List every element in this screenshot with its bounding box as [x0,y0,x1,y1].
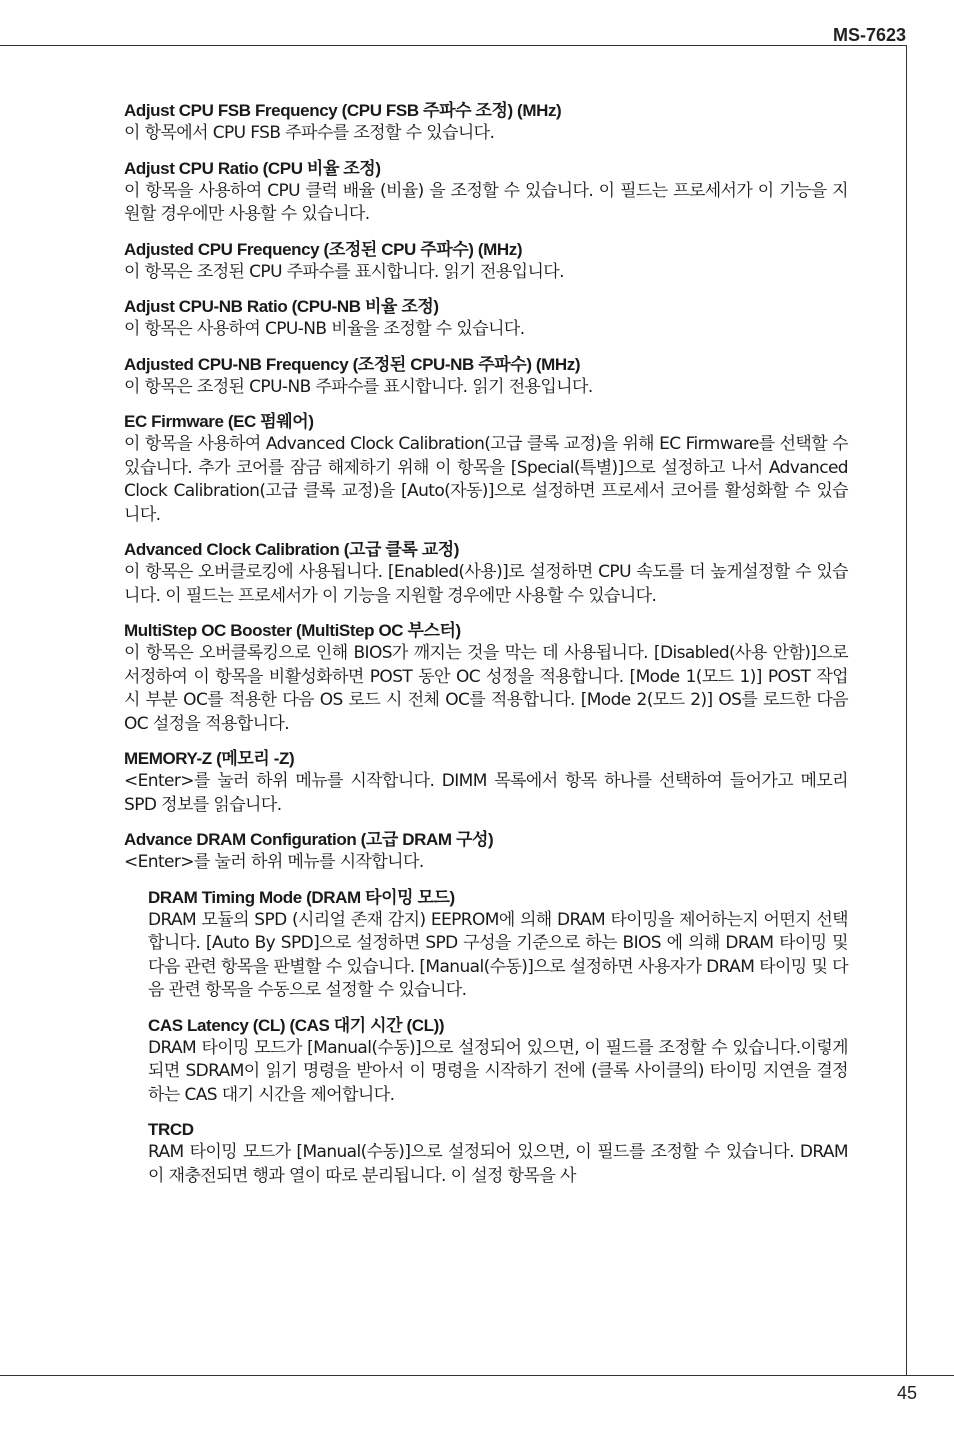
page-content [124,100,848,1200]
section-title: Adjusted CPU Frequency (조정된 CPU 주파수) (MHz) [124,239,523,259]
footer-rule [0,1375,954,1376]
section-title: Adjust CPU FSB Frequency (CPU FSB 주파수 조정) (MHz) [124,101,562,120]
subsection-cas-latency [148,1015,848,1108]
section-title: Advanced Clock Calibration (고급 클록 교정) [124,540,459,559]
section-advanced-clock-calibration [124,539,848,608]
section-body: 이 항목은 사용하여 CPU-NB 비율을 조정할 수 있습니다. [124,319,525,339]
section-title: MEMORY-Z (메모리 -Z) [124,749,295,768]
section-body: 이 항목은 조정된 CPU-NB 주파수를 표시합니다. 읽기 전용입니다. [124,376,593,397]
section-ec-firmware [124,411,848,527]
section-body: 이 항목에서 CPU FSB 주파수를 조정할 수 있습니다. [124,123,495,143]
section-cpu-fsb-frequency [124,100,848,146]
section-body: 이 항목은 오버클로킹에 사용됩니다. [Enabled(사용)]로 설정하면 CPU 속도를 더 높게설정할 수 있습니다. 이 필드는 프로세서가 이 기능을 지원할 경우에만 사용할 수 있습니다. [124,562,848,606]
section-adjusted-cpu-frequency [124,239,848,285]
subsection-dram-timing-mode [148,887,848,1003]
section-title: Adjusted CPU-NB Frequency (조정된 CPU-NB 주파수) (MHz) [124,354,581,374]
section-title: Adjust CPU Ratio (CPU 비율 조정) [124,158,381,178]
page-number: 45 [896,1383,917,1403]
section-body: 이 항목을 사용하여 CPU 클럭 배율 (비율) 을 조정할 수 있습니다. 이 필드는 프로세서가 이 기능을 지원할 경우에만 사용할 수 있습니다. [124,180,848,224]
section-advance-dram-configuration [124,829,848,875]
section-title: EC Firmware (EC 펌웨어) [124,412,314,431]
subsection-title: TRCD [148,1120,194,1139]
section-cpu-nb-ratio [124,296,848,342]
subsection-trcd [148,1119,848,1188]
subsection-title: CAS Latency (CL) (CAS 대기 시간 (CL)) [148,1015,445,1035]
section-title: Advance DRAM Configuration (고급 DRAM 구성) [124,830,494,849]
header-rule [0,45,907,46]
section-body: 이 항목을 사용하여 Advanced Clock Calibration(고급 클록 교정)을 위해 EC Firmware를 선택할 수 있습니다. 추가 코어를 잠금 해제하기 위해 이 항목을 [Special(특별)]으로 설정하고 나서 Advanced Clock Calibration(고급 클록 교정)을 [Auto(자동)]으로 설정하면 프로세서 코어를 활성화할 수 있습니다. [124,434,848,525]
section-body: 이 항목은 조정된 CPU 주파수를 표시합니다. 읽기 전용입니다. [124,261,564,282]
subsection-body: RAM 타이밍 모드가 [Manual(수동)]으로 설정되어 있으면, 이 필드를 조정할 수 있습니다. DRAM이 재충전되면 행과 열이 따로 분리됩니다. 이 설정 항목을 사 [148,1142,848,1186]
section-body: 이 항목은 오버클록킹으로 인해 BIOS가 깨지는 것을 막는 데 사용됩니다. [Disabled(사용 안함)]으로 서정하여 이 항목을 비활성화하면 POST 동안 OC 성정을 적용합니다. [Mode 1(모드 1)] POST 작업 시 부분 OC를 적용한 다음 OS 로드 시 전체 OC를 적용합니다. [Mode 2(모드 2)] OS를 로드한 다음 OC 설정을 적용합니다. [124,643,848,734]
section-memory-z [124,748,848,817]
subsection-body: DRAM 모듈의 SPD (시리얼 존재 감지) EEPROM에 의해 DRAM 타이밍을 제어하는지 어떤지 선택합니다. [Auto By SPD]으로 설정하면 SPD 구성을 기준으로 하는 BIOS 에 의해 DRAM 타이밍 및 다음 관련 항목을 판별할 수 있습니다. [Manual(수동)]으로 설정하면 사용자가 DRAM 타이밍 및 다음 관련 항목을 수동으로 설정할 수 있습니다. [148,909,848,1000]
section-adjusted-cpu-nb-frequency [124,354,848,400]
section-multistep-oc-booster [124,620,848,736]
section-title: MultiStep OC Booster (MultiStep OC 부스터) [124,621,461,640]
section-body: <Enter>를 눌러 하위 메뉴를 시작합니다. DIMM 목록에서 항목 하나를 선택하여 들어가고 메모리 SPD 정보를 읽습니다. [124,771,848,815]
subsection-body: DRAM 타이밍 모드가 [Manual(수동)]으로 설정되어 있으면, 이 필드를 조정할 수 있습니다.이렇게 되면 SDRAM이 읽기 명령을 받아서 이 명령을 시작하기 전에 (클록 사이클의) 타이밍 지연을 결정하는 CAS 대기 시간을 제어합니다. [148,1037,848,1105]
margin-rule [906,45,907,1375]
section-body: <Enter>를 눌러 하위 메뉴를 시작합니다. [124,852,424,872]
section-title: Adjust CPU-NB Ratio (CPU-NB 비율 조정) [124,297,439,316]
section-cpu-ratio [124,158,848,227]
subsection-title: DRAM Timing Mode (DRAM 타이밍 모드) [148,887,455,907]
model-label: MS-7623 [832,25,906,45]
